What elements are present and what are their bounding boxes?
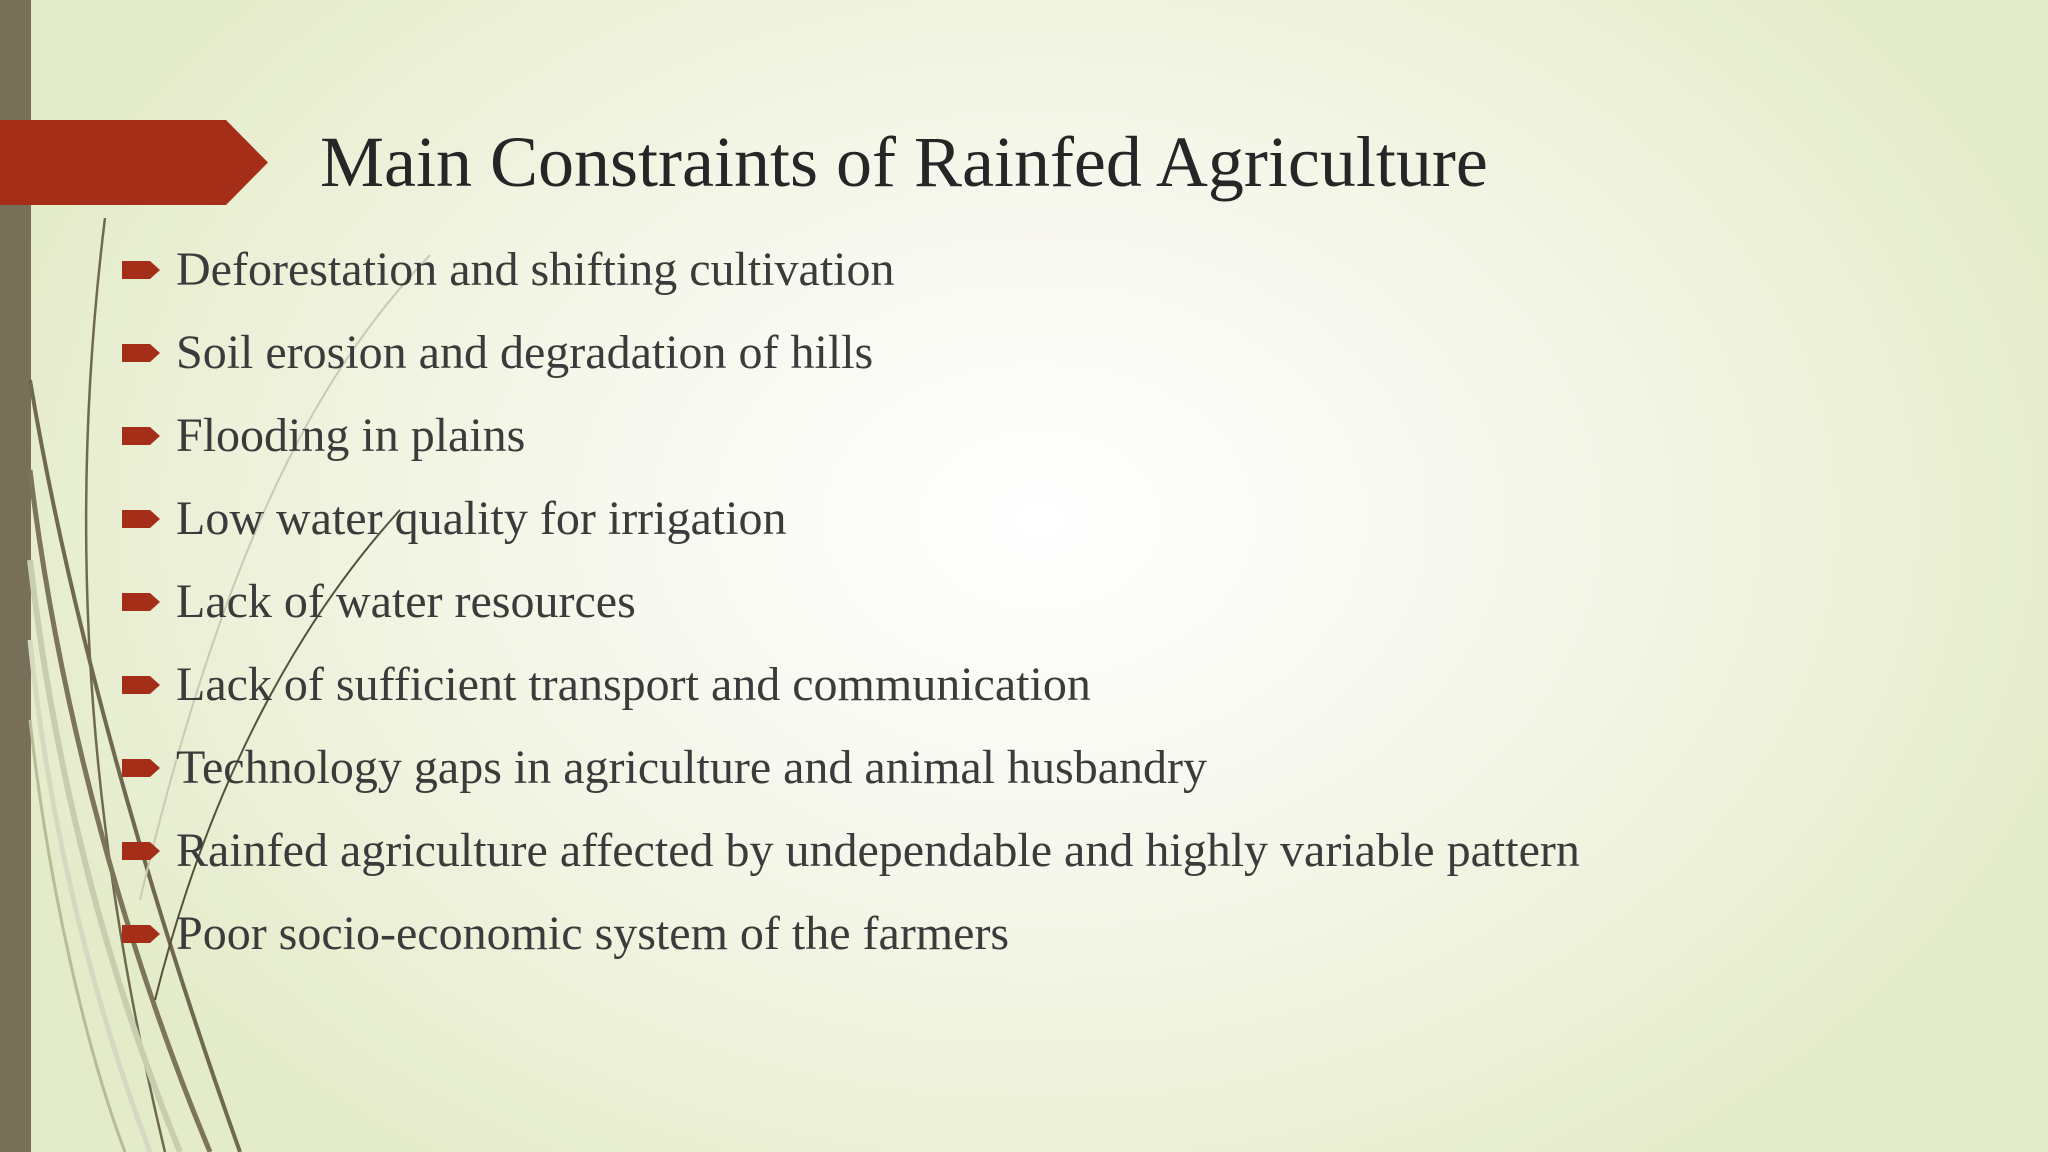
bullet-text: Technology gaps in agriculture and animal husbandry: [176, 741, 1208, 794]
bullet-item: [118, 643, 1978, 726]
arrow-bullet-icon: [122, 753, 162, 783]
bullet-text: Rainfed agriculture affected by undependable and highly variable pattern: [176, 824, 1580, 877]
bullet-item: [118, 311, 1978, 394]
arrow-bullet-icon: [122, 504, 162, 534]
arrow-bullet-icon: [122, 421, 162, 451]
bullet-text: Poor socio-economic system of the farmers: [176, 907, 1010, 960]
arrow-bullet-icon: [122, 670, 162, 700]
bullet-item: [118, 394, 1978, 477]
bullet-item: [118, 892, 1978, 975]
bullet-text: Soil erosion and degradation of hills: [176, 326, 874, 379]
arrow-bullet-icon: [122, 587, 162, 617]
bullet-text: Low water quality for irrigation: [176, 492, 787, 545]
arrow-bullet-icon: [122, 919, 162, 949]
bullet-item: [118, 560, 1978, 643]
bullet-item: [118, 228, 1978, 311]
bullet-item: [118, 726, 1978, 809]
title-arrow-shape: [0, 120, 268, 205]
bullet-text: Lack of sufficient transport and communication: [176, 658, 1091, 711]
bullet-item: [118, 809, 1978, 892]
bullet-text: Lack of water resources: [176, 575, 636, 628]
bullet-text: Deforestation and shifting cultivation: [176, 243, 895, 296]
bullet-list: [118, 228, 1978, 975]
arrow-bullet-icon: [122, 255, 162, 285]
slide-title: Main Constraints of Rainfed Agriculture: [320, 122, 1488, 202]
arrow-bullet-icon: [122, 338, 162, 368]
arrow-bullet-icon: [122, 836, 162, 866]
bullet-text: Flooding in plains: [176, 409, 526, 462]
bullet-item: [118, 477, 1978, 560]
